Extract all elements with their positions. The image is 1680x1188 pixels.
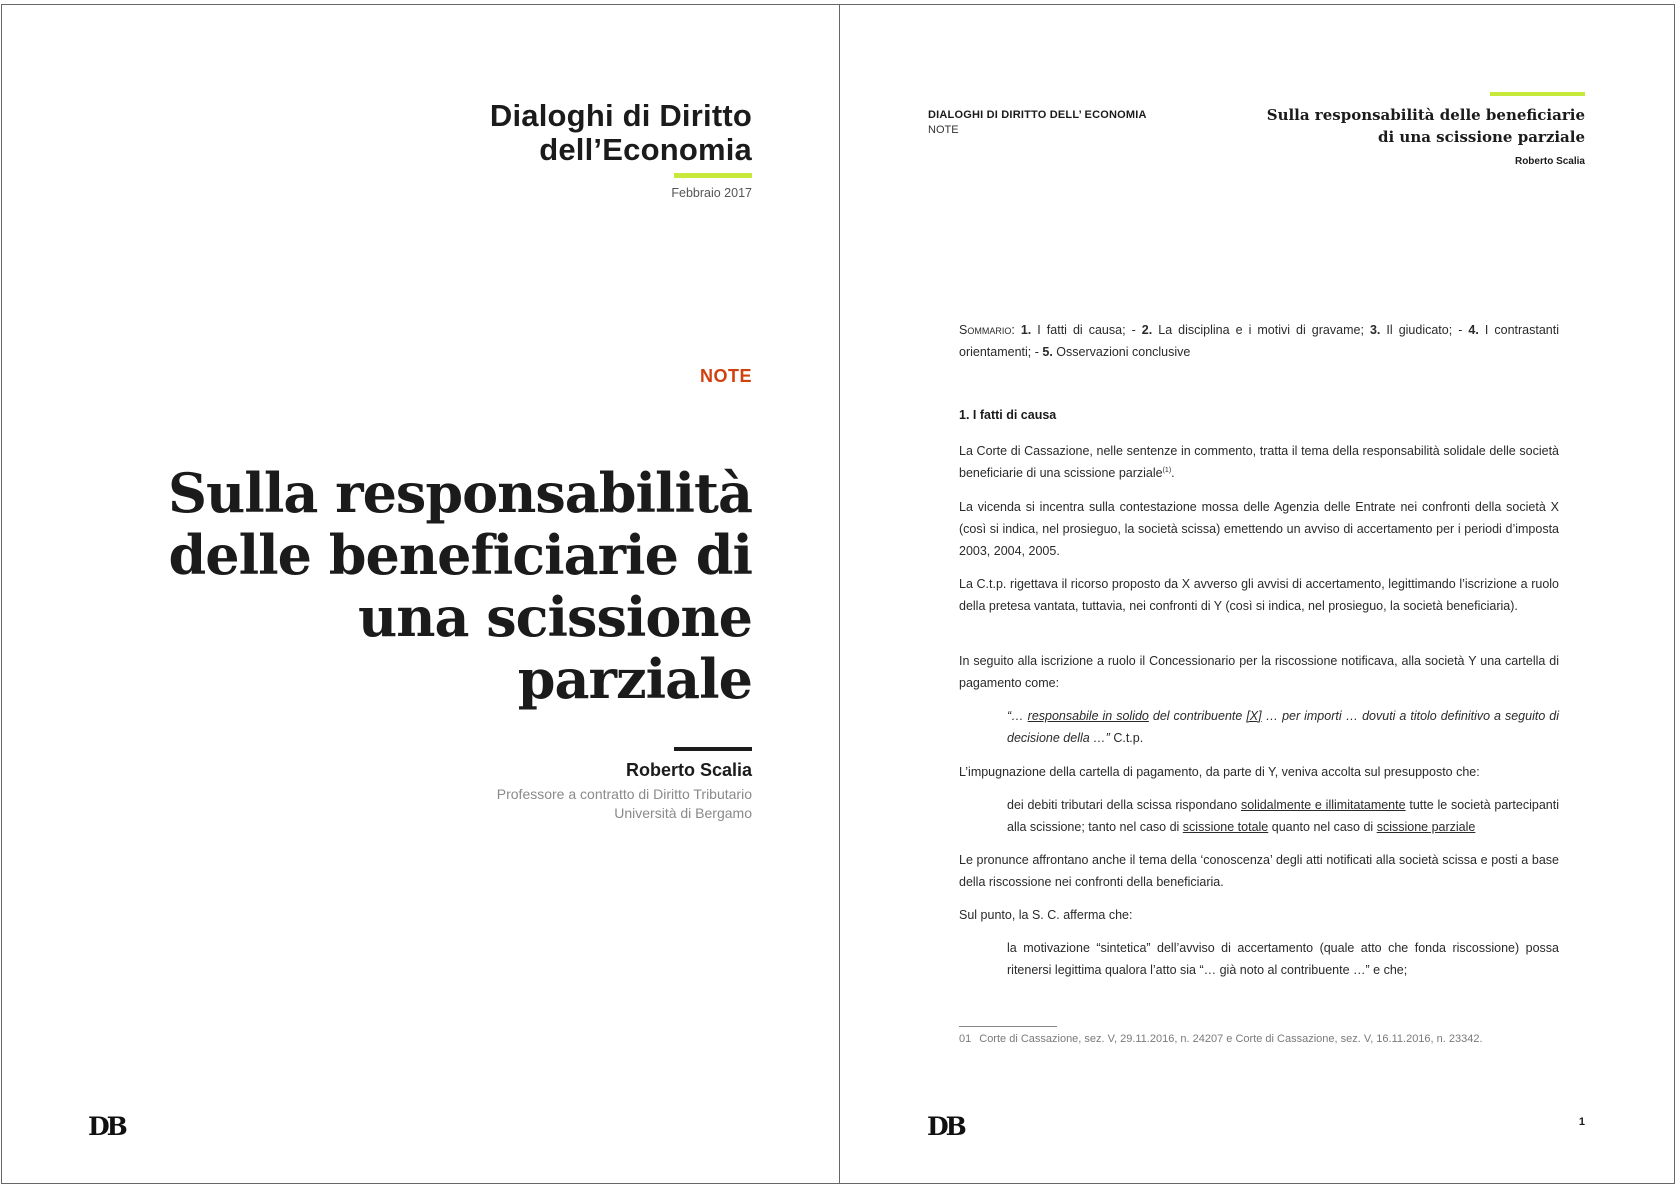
header-accent-bar: [1490, 92, 1585, 96]
journal-title-line-1: Dialoghi di Diritto: [489, 98, 752, 133]
quote-text: “…: [1007, 709, 1028, 723]
article-title-line-1: Sulla responsabilità: [168, 461, 752, 525]
article-title-line-2: delle beneficiarie di: [168, 523, 752, 587]
summary-item-2: La disciplina e i motivi di gravame;: [1152, 323, 1370, 337]
summary-item-1: I fatti di causa; -: [1031, 323, 1142, 337]
block-quote: [1007, 705, 1559, 749]
article-title-line-3: una scissione parziale: [357, 585, 752, 711]
footnote-ref[interactable]: (1): [1162, 466, 1172, 474]
quote-underlined: responsabile in solido: [1027, 709, 1149, 723]
running-header-author: Roberto Scalia: [1514, 156, 1585, 167]
running-header-journal: DIALOGHI DI DIRITTO DELL’ ECONOMIA: [928, 109, 1147, 121]
paragraph: [959, 440, 1559, 484]
summary-item-4: I contrastanti orientamenti; -: [959, 323, 1559, 359]
journal-title: [490, 99, 752, 167]
quote-underlined: scissione totale: [1182, 820, 1269, 834]
footnote: [959, 1033, 1483, 1045]
quote-text: quanto nel caso di: [1268, 820, 1377, 834]
paragraph-text: La Corte di Cassazione, nelle sentenze in commento, tratta il tema della responsabilità solidale delle società beneficiarie di una scissione parziale: [959, 444, 1559, 480]
author-university: Università di Bergamo: [614, 805, 752, 821]
author-role: Professore a contratto di Diritto Tributario: [496, 786, 752, 802]
quote-source: C.t.p.: [1109, 731, 1144, 745]
author-divider: [674, 747, 752, 751]
summary-label: Sommario:: [959, 323, 1015, 337]
block-quote: la motivazione “sintetica” dell’avviso di accertamento (quale atto che fonda riscossione) possa ritenersi legittima qualora l’atto sia “… già noto al contribuente …” e che;: [1007, 941, 1559, 977]
summary-num-2: 2.: [1141, 323, 1153, 337]
section-heading: 1. I fatti di causa: [959, 408, 1057, 422]
paragraph: Le pronunce affrontano anche il tema della ‘conoscenza’ degli atti notificati alla società scissa e posti a base della riscossione nei confronti della beneficiaria.: [959, 853, 1559, 889]
quote-text: dei debiti tributari della scissa rispondano: [1007, 798, 1241, 812]
page-number: 1: [1578, 1116, 1585, 1128]
running-header-title-line-1: Sulla responsabilità delle beneficiarie: [1266, 106, 1585, 124]
section-label: NOTE: [699, 366, 752, 386]
block-quote: [1007, 794, 1559, 838]
summary-item-3: Il giudicato; -: [1380, 323, 1469, 337]
summary: [959, 319, 1559, 363]
issue-date: Febbraio 2017: [671, 186, 752, 200]
summary-num-4: 4.: [1468, 323, 1479, 337]
paragraph: L’impugnazione della cartella di pagamento, da parte di Y, veniva accolta sul presupposto che:: [959, 765, 1480, 779]
quote-underlined: solidalmente e illimitatamente: [1240, 798, 1406, 812]
summary-item-5: Osservazioni conclusive: [1052, 345, 1191, 359]
journal-title-line-2: dell’Economia: [539, 132, 752, 167]
cover-accent-bar: [674, 173, 752, 178]
author-name: Roberto Scalia: [625, 760, 752, 780]
running-header-section: NOTE: [928, 124, 959, 136]
footnote-rule: [959, 1026, 1057, 1027]
db-logo: DB: [927, 1112, 964, 1141]
cover-page: [0, 4, 839, 1184]
quote-text: … per importi … dovuti a titolo definitivo a seguito di decisione della …”: [1007, 709, 1559, 745]
running-header-title: [1267, 104, 1585, 148]
summary-num-3: 3.: [1369, 323, 1381, 337]
paragraph: La vicenda si incentra sulla contestazione mossa delle Agenzia delle Entrate nei confronti della società X (così si indica, nel prosieguo, la società scissa) emettendo un avviso di accertamento per i periodi d’imposta 2003, 2004, 2005.: [959, 500, 1559, 558]
article-title: [112, 462, 752, 710]
db-logo: DB: [88, 1112, 125, 1141]
summary-num-5: 5.: [1042, 345, 1053, 359]
running-header-title-line-2: di una scissione parziale: [1378, 128, 1585, 146]
quote-underlined: scissione parziale: [1376, 820, 1476, 834]
footnote-number: 01: [959, 1033, 972, 1045]
summary-num-1: 1.: [1020, 323, 1032, 337]
paragraph: La C.t.p. rigettava il ricorso proposto da X avverso gli avvisi di accertamento, legittimando l’iscrizione a ruolo della pretesa vantata, tuttavia, nei confronti di Y (così si indica, nel prosieguo, la società beneficiaria).: [959, 577, 1559, 613]
paragraph: Sul punto, la S. C. afferma che:: [959, 908, 1133, 922]
paragraph-end: .: [1171, 466, 1175, 480]
paragraph: In seguito alla iscrizione a ruolo il Concessionario per la riscossione notificava, alla società Y una cartella di pagamento come:: [959, 654, 1559, 690]
quote-text: tutte le società partecipanti alla scissione; tanto nel caso di: [1007, 798, 1559, 834]
quote-underlined: [X]: [1246, 709, 1262, 723]
article-page: [840, 4, 1675, 1184]
quote-text: del contribuente: [1148, 709, 1247, 723]
footnote-text: Corte di Cassazione, sez. V, 29.11.2016, n. 24207 e Corte di Cassazione, sez. V, 16.11.2016, n. 23342.: [979, 1033, 1483, 1045]
